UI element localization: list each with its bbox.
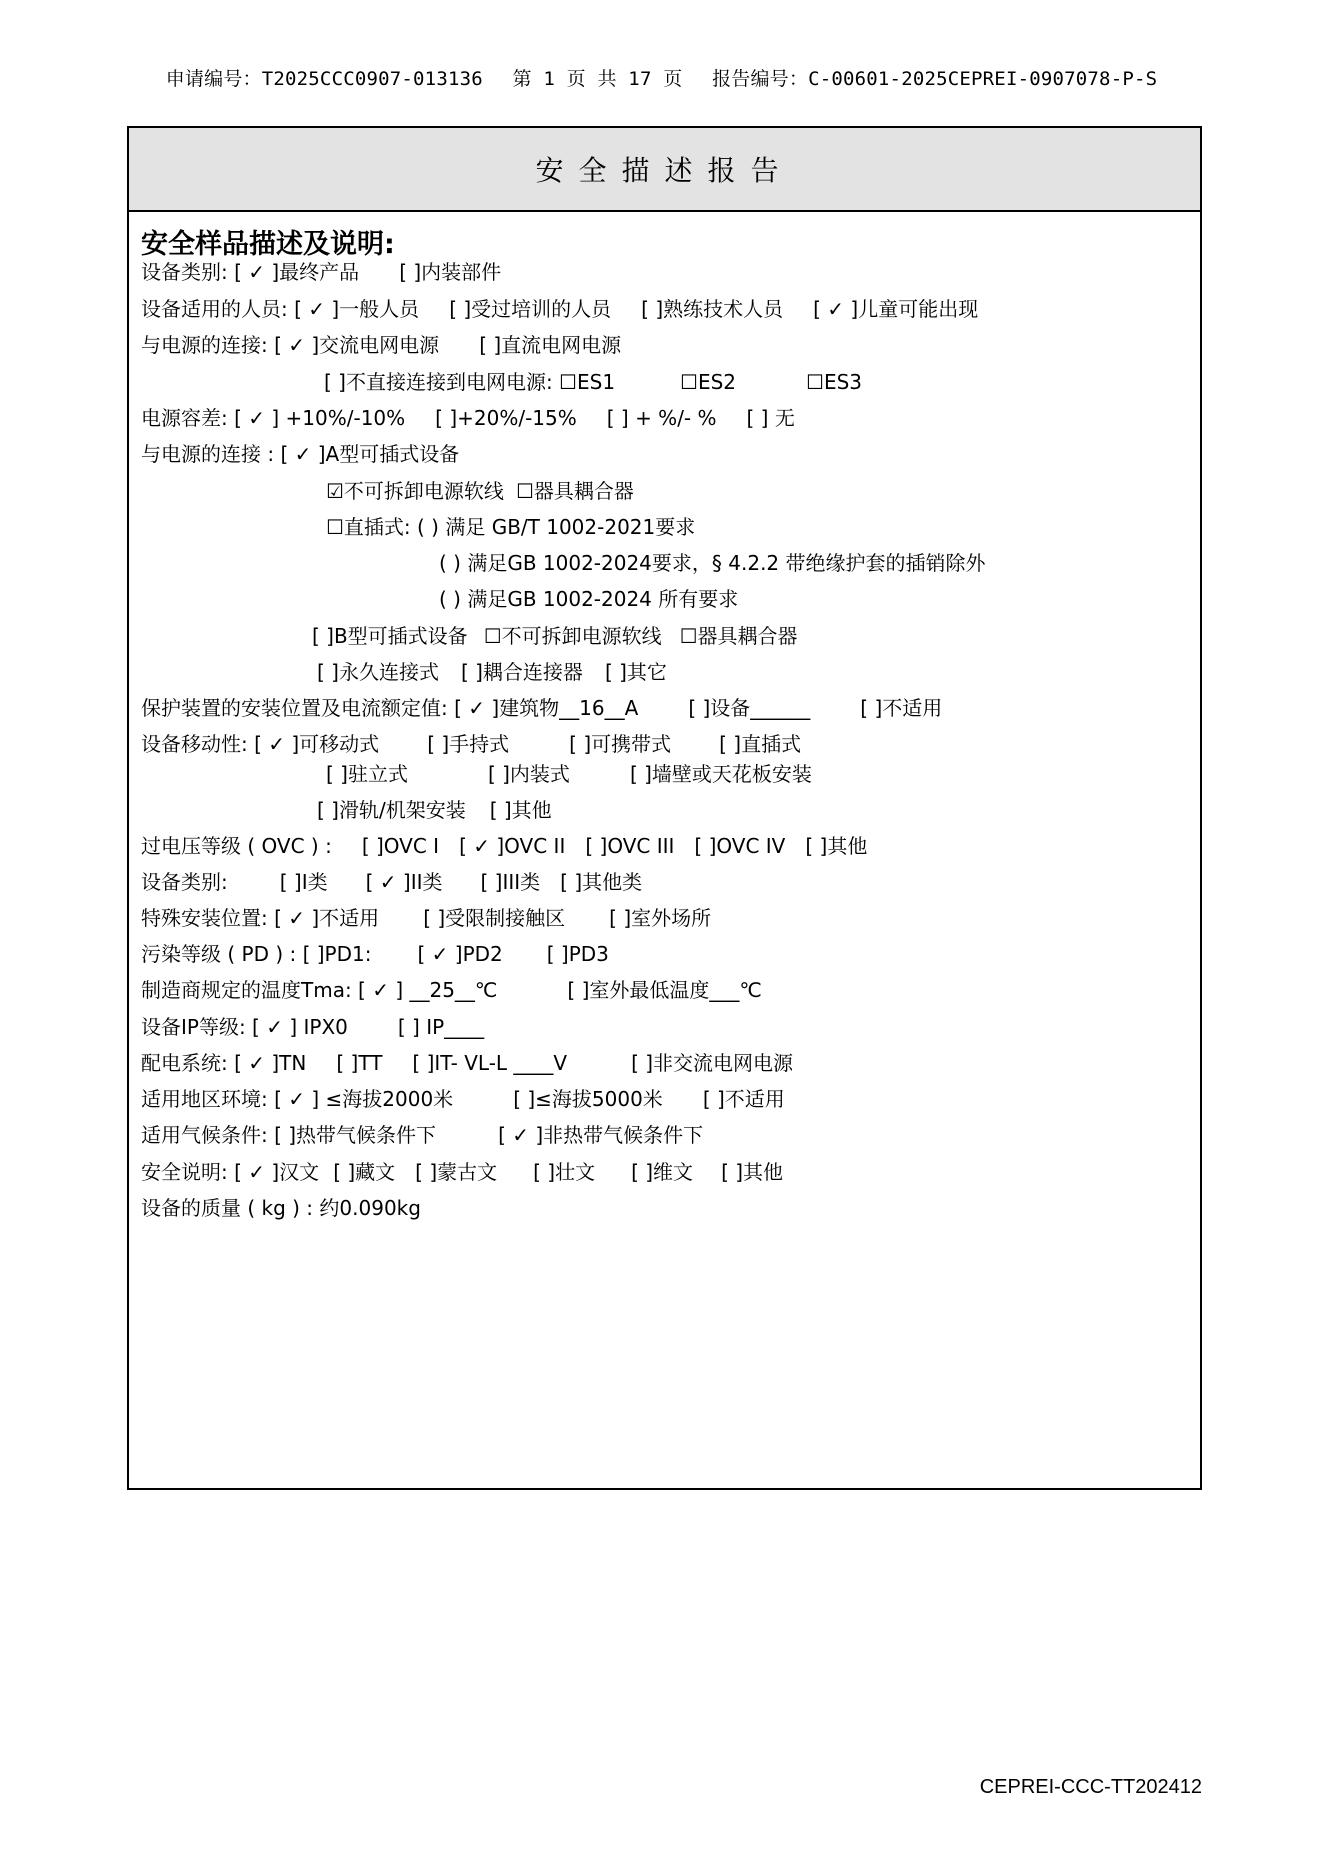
form-line	[141, 1123, 703, 1147]
form-line	[141, 1051, 793, 1075]
form-line	[317, 798, 552, 822]
form-field: 设备的质量 ( kg ) : 约0.090kg	[141, 1196, 421, 1220]
form-field: [ ]III类	[480, 870, 541, 894]
form-field: [ ✓ ]非热带气候条件下	[498, 1123, 704, 1147]
form-line	[317, 660, 667, 684]
form-field: [ ]不直接连接到电网电源: ☐ES1	[324, 370, 616, 394]
title-bar	[129, 128, 1200, 212]
form-field: ☑不可拆卸电源软线	[326, 479, 504, 503]
form-field: 制造商规定的温度Tma: [ ✓ ] __25__℃	[141, 978, 498, 1002]
form-field: [ ]其他	[805, 834, 868, 858]
form-field: [ ]熟练技术人员	[641, 297, 784, 321]
form-field: [ ]室外场所	[609, 906, 712, 930]
form-field: ☐器具耦合器	[515, 479, 634, 503]
form-field: [ ]其它	[604, 660, 667, 684]
form-line	[141, 906, 711, 930]
form-field: [ ]OVC III	[585, 834, 675, 858]
section-heading: 安全样品描述及说明:	[141, 229, 395, 260]
form-field: ☐ES2	[680, 370, 737, 394]
form-field: [ ]不适用	[860, 696, 943, 720]
form-line	[326, 515, 695, 539]
form-field: [ ]内装式	[487, 762, 570, 786]
form-field: [ ]内装部件	[399, 260, 502, 284]
form-field: [ ]TT	[336, 1051, 383, 1075]
form-field: [ ]手持式	[427, 732, 510, 756]
form-field: ☐不可拆卸电源软线	[483, 624, 662, 648]
report-title: 安全描述报告	[535, 154, 794, 187]
form-field: [ ]墙壁或天花板安装	[629, 762, 812, 786]
form-line	[141, 1160, 783, 1184]
report-frame	[127, 126, 1202, 1490]
form-field: ☐直插式: ( ) 满足 GB/T 1002-2021要求	[326, 515, 696, 539]
form-field: [ ]I类	[279, 870, 328, 894]
form-field: [ ]设备______	[688, 696, 811, 720]
form-field: ☐器具耦合器	[679, 624, 798, 648]
form-field: [ ]直流电网电源	[479, 333, 622, 357]
form-field: 设备类别:	[141, 870, 228, 894]
form-field: 污染等级 ( PD ) : [ ]PD1:	[141, 942, 372, 966]
form-field: [ ] IP____	[397, 1015, 485, 1039]
report-number: 报告编号：C-00601-2025CEPREI-0907078-P-S	[712, 68, 1158, 90]
form-line	[141, 696, 942, 720]
form-field: [ ]OVC I	[361, 834, 440, 858]
form-line	[141, 406, 795, 430]
form-line	[141, 260, 501, 284]
form-line	[141, 942, 609, 966]
form-line	[141, 978, 762, 1002]
form-field: 配电系统: [ ✓ ]TN	[141, 1051, 307, 1075]
form-field: [ ]其他	[489, 798, 552, 822]
form-line	[141, 1196, 421, 1220]
form-field: [ ]OVC IV	[694, 834, 786, 858]
form-line	[439, 587, 738, 611]
form-field: 特殊安装位置: [ ✓ ]不适用	[141, 906, 380, 930]
form-line	[326, 479, 634, 503]
form-field: 保护装置的安装位置及电流额定值: [ ✓ ]建筑物__16__A	[141, 696, 639, 720]
form-line	[141, 1015, 484, 1039]
form-field: [ ✓ ]儿童可能出现	[813, 297, 979, 321]
application-number: 申请编号：T2025CCC0907-013136	[165, 68, 483, 90]
form-field: 设备移动性: [ ✓ ]可移动式	[141, 732, 380, 756]
form-field: [ ]藏文	[333, 1160, 396, 1184]
page-header	[0, 64, 1323, 91]
form-field: [ ]≤海拔5000米	[513, 1087, 663, 1111]
page-info: 第 1 页 共 17 页	[512, 68, 683, 90]
form-line	[141, 1087, 785, 1111]
form-field: [ ]B型可插式设备	[312, 624, 468, 648]
form-field: [ ]蒙古文	[415, 1160, 498, 1184]
form-line	[141, 333, 621, 357]
form-field: [ ✓ ]PD2	[417, 942, 503, 966]
form-field: [ ]+20%/-15%	[435, 406, 577, 430]
form-line	[312, 624, 798, 648]
form-field: [ ] 无	[746, 406, 795, 430]
form-field: [ ]室外最低温度___℃	[567, 978, 762, 1002]
form-field: 设备IP等级: [ ✓ ] IPX0	[141, 1015, 348, 1039]
form-field: [ ]受限制接触区	[423, 906, 566, 930]
form-field: [ ]耦合连接器	[460, 660, 583, 684]
form-field: 设备类别: [ ✓ ]最终产品	[141, 260, 360, 284]
form-field: ☐ES3	[806, 370, 863, 394]
form-field: [ ]可携带式	[569, 732, 672, 756]
form-line	[141, 834, 867, 858]
form-field: [ ]非交流电网电源	[631, 1051, 794, 1075]
form-field: 设备适用的人员: [ ✓ ]一般人员	[141, 297, 420, 321]
form-field: [ ]IT- VL-L ____V	[412, 1051, 568, 1075]
form-line	[141, 442, 459, 466]
form-field: [ ✓ ]OVC II	[459, 834, 566, 858]
form-field: ( ) 满足GB 1002-2024 所有要求	[439, 587, 739, 611]
form-field: [ ]其他	[721, 1160, 784, 1184]
form-field: [ ]维文	[631, 1160, 694, 1184]
form-line	[141, 732, 801, 756]
form-field: [ ]直插式	[719, 732, 802, 756]
form-field: [ ]滑轨/机架安装	[317, 798, 466, 822]
form-field: [ ✓ ]II类	[365, 870, 443, 894]
form-field: [ ]PD3	[546, 942, 609, 966]
form-field: 电源容差: [ ✓ ] +10%/-10%	[141, 406, 406, 430]
form-field: [ ]壮文	[533, 1160, 596, 1184]
form-line	[141, 870, 642, 894]
footer-code: CEPREI-CCC-TT202412	[979, 1776, 1202, 1798]
form-field: 安全说明: [ ✓ ]汉文	[141, 1160, 320, 1184]
form-field: [ ] + %/- %	[606, 406, 717, 430]
form-field: [ ]永久连接式	[317, 660, 439, 684]
form-field: [ ]不适用	[702, 1087, 785, 1111]
form-field: [ ]驻立式	[326, 762, 408, 786]
form-field: 与电源的连接 : [ ✓ ]A型可插式设备	[141, 442, 460, 466]
form-field: 过电压等级 ( OVC ) :	[141, 834, 332, 858]
form-line	[439, 551, 986, 575]
form-field: 适用气候条件: [ ]热带气候条件下	[141, 1123, 437, 1147]
form-line	[324, 370, 862, 394]
form-field: ( ) 满足GB 1002-2024要求，§ 4.2.2 带绝缘护套的插销除外	[439, 551, 986, 575]
form-field: 适用地区环境: [ ✓ ] ≤海拔2000米	[141, 1087, 454, 1111]
form-line	[326, 762, 812, 786]
form-field: [ ]受过培训的人员	[449, 297, 612, 321]
form-field: [ ]其他类	[560, 870, 643, 894]
form-field: 与电源的连接: [ ✓ ]交流电网电源	[141, 333, 440, 357]
form-line	[141, 297, 978, 321]
